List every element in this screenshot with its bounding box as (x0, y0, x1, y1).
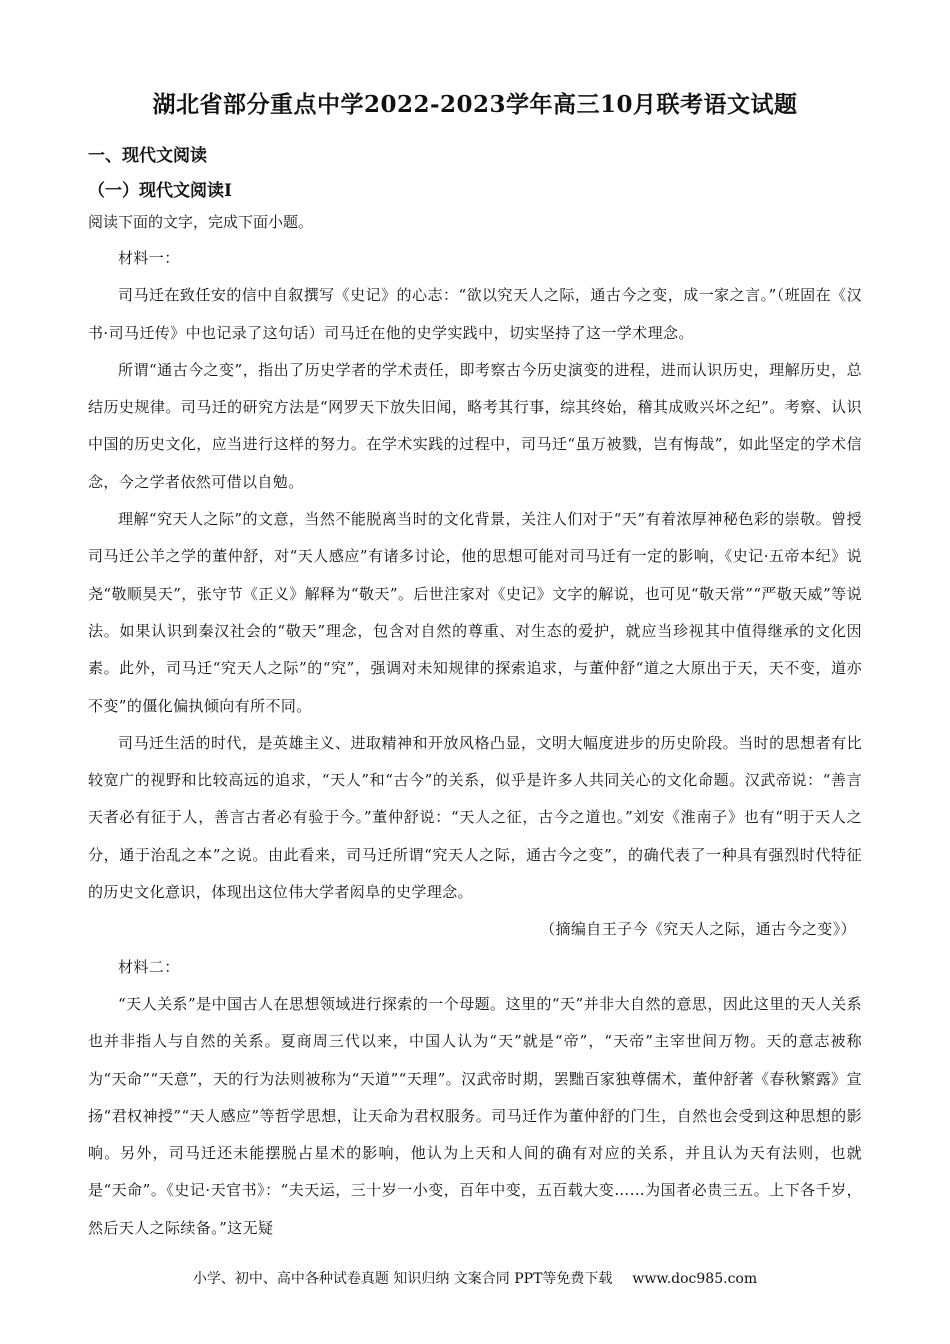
material-1-paragraph: 理解“究天人之际”的文意，当然不能脱离当时的文化背景，关注人们对于“天”有着浓厚神秘色彩的崇敬。曾授司马迁公羊之学的董仲舒，对“天人感应”有诸多讨论，他的思想可能对司马迁有一定的影响，《史记·五帝本纪》说尧“敬顺昊天”，张守节《正义》解释为“敬天”。后世注家对《史记》文字的解说，也可见“敬天常”“严敬天威”等说法。如果认识到秦汉社会的“敬天”理念，包含对自然的尊重、对生态的爱护，就应当珍视其中值得继承的文化因素。此外，司马迁“究天人之际”的“究”，强调对未知规律的探索追求，与董仲舒“道之大原出于天，天不变，道亦不变”的僵化偏执倾向有所不同。 (88, 510, 862, 715)
material-1-source: （摘编自王子今《究天人之际，通古今之变》） (540, 920, 856, 939)
instruction-text: 阅读下面的文字，完成下面小题。 (88, 213, 314, 231)
article-body (88, 240, 862, 1247)
material-1-label: 材料一： (118, 249, 180, 267)
document-title: 湖北省部分重点中学2022-2023学年高三10月联考语文试题 (152, 91, 798, 118)
footer-text: 小学、初中、高中各种试卷真题 知识归纳 文案合同 PPT等免费下载 (192, 1271, 613, 1287)
material-2-paragraph: “天人关系”是中国古人在思想领域进行探索的一个母题。这里的“天”并非大自然的意思，因此这里的天人关系也并非指人与自然的关系。夏商周三代以来，中国人认为“天”就是“帝”，“天帝”主宰世间万物。天的意志被称为“天命”“天意”，天的行为法则被称为“天道”“天理”。汉武帝时期，罢黜百家独尊儒术，董仲舒著《春秋繁露》宣扬“君权神授”“天人感应”等哲学思想，让天命为君权服务。司马迁作为董仲舒的门生，自然也会受到这种思想的影响。另外，司马迁还未能摆脱占星术的影响，他认为上天和人间的确有对应的关系，并且认为天有法则，也就是“天命”。《史记·天官书》：“夫天运，三十岁一小变，百年中变，五百载大变……为国者必贵三五。上下各千岁，然后天人之际续备。”这无疑 (88, 994, 862, 1237)
footer-url[interactable]: www.doc985.com (632, 1271, 758, 1287)
subsection-heading: （一）现代文阅读Ⅰ (88, 181, 232, 201)
material-1-paragraph: 司马迁在致任安的信中自叙撰写《史记》的心志：“欲以究天人之际，通古今之变，成一家之言。”（班固在《汉书·司马迁传》中也记录了这句话）司马迁在他的史学实践中，切实坚持了这一学术理念。 (88, 286, 862, 342)
material-1-paragraph: 所谓“通古今之变”，指出了历史学者的学术责任，即考察古今历史演变的进程，进而认识历史，理解历史，总结历史规律。司马迁的研究方法是“网罗天下放失旧闻，略考其行事，综其终始，稽其成败兴坏之纪”。考察、认识中国的历史文化，应当进行这样的努力。在学术实践的过程中，司马迁“虽万被戮，岂有悔哉”，如此坚定的学术信念，今之学者依然可借以自勉。 (88, 360, 862, 491)
page-footer (0, 1268, 950, 1288)
section-heading: 一、现代文阅读 (88, 146, 207, 166)
material-2-label: 材料二： (118, 957, 180, 976)
material-1-paragraph: 司马迁生活的时代，是英雄主义、进取精神和开放风格凸显，文明大幅度进步的历史阶段。当时的思想者有比较宽广的视野和比较高远的追求，“天人”和“古今”的关系，似乎是许多人共同关心的文化命题。汉武帝说：“善言天者必有征于人，善言古者必有验于今。”董仲舒说：“天人之征，古今之道也。”刘安《淮南子》也有“明于天人之分，通于治乱之本”之说。由此看来，司马迁所谓“究天人之际，通古今之变”，的确代表了一种具有强烈时代特征的历史文化意识，体现出这位伟大学者闳阜的史学理念。 (88, 733, 862, 902)
